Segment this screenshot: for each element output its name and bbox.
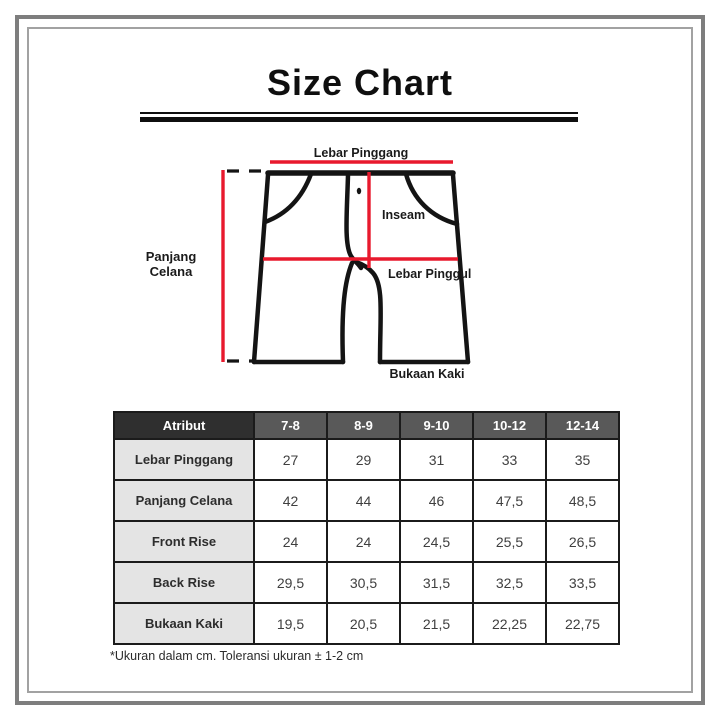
table-header-row (114, 412, 619, 439)
length-label-line2: Celana (149, 264, 193, 279)
header-cell-size-10-12: 10-12 (473, 412, 546, 439)
table-row (114, 562, 619, 603)
value-cell: 47,5 (473, 480, 546, 521)
value-cell: 44 (327, 480, 400, 521)
value-cell: 35 (546, 439, 619, 480)
header-cell-size-7-8: 7-8 (254, 412, 327, 439)
title-divider-thin (140, 112, 578, 114)
value-cell: 42 (254, 480, 327, 521)
value-cell: 31,5 (400, 562, 473, 603)
row-label-cell: Back Rise (114, 562, 254, 603)
table-row (114, 480, 619, 521)
value-cell: 33,5 (546, 562, 619, 603)
value-cell: 25,5 (473, 521, 546, 562)
value-cell: 33 (473, 439, 546, 480)
hip-label: Lebar Pinggul (388, 267, 472, 281)
value-cell: 29 (327, 439, 400, 480)
value-cell: 30,5 (327, 562, 400, 603)
table-row (114, 521, 619, 562)
row-label-cell: Bukaan Kaki (114, 603, 254, 644)
value-cell: 24 (327, 521, 400, 562)
value-cell: 24,5 (400, 521, 473, 562)
value-cell: 24 (254, 521, 327, 562)
value-cell: 32,5 (473, 562, 546, 603)
page-title: Size Chart (266, 62, 454, 103)
value-cell: 22,25 (473, 603, 546, 644)
header-cell-size-9-10: 9-10 (400, 412, 473, 439)
row-label-cell: Lebar Pinggang (114, 439, 254, 480)
value-cell: 29,5 (254, 562, 327, 603)
table-row (114, 439, 619, 480)
title-divider-thick (140, 117, 578, 122)
value-cell: 26,5 (546, 521, 619, 562)
shorts-measurement-diagram (95, 145, 525, 390)
inseam-label: Inseam (382, 208, 426, 222)
value-cell: 21,5 (400, 603, 473, 644)
value-cell: 46 (400, 480, 473, 521)
value-cell: 48,5 (546, 480, 619, 521)
value-cell: 31 (400, 439, 473, 480)
button-dot-icon (357, 188, 361, 194)
value-cell: 20,5 (327, 603, 400, 644)
table-row (114, 603, 619, 644)
length-label-line1: Panjang (145, 249, 197, 264)
measurement-footnote: *Ukuran dalam cm. Toleransi ukuran ± 1-2 cm (110, 649, 364, 663)
header-cell-size-8-9: 8-9 (327, 412, 400, 439)
value-cell: 19,5 (254, 603, 327, 644)
waist-label: Lebar Pinggang (313, 146, 409, 160)
header-cell-attribut: Atribut (114, 412, 254, 439)
row-label-cell: Panjang Celana (114, 480, 254, 521)
size-chart-table (113, 411, 620, 645)
leg-opening-label: Bukaan Kaki (389, 367, 465, 381)
value-cell: 27 (254, 439, 327, 480)
value-cell: 22,75 (546, 603, 619, 644)
header-cell-size-12-14: 12-14 (546, 412, 619, 439)
row-label-cell: Front Rise (114, 521, 254, 562)
